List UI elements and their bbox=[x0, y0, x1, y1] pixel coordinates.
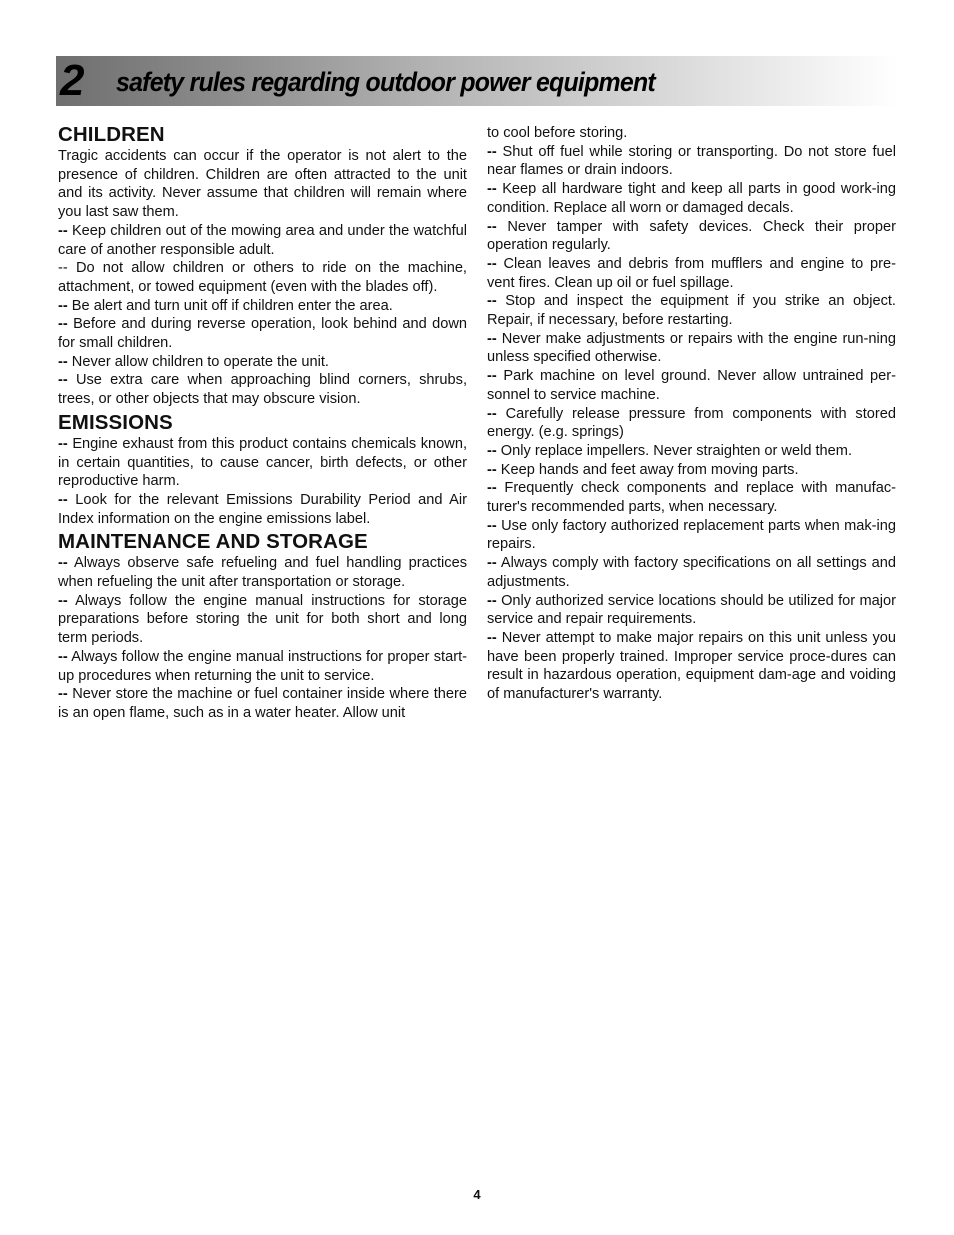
list-item: -- Park machine on level ground. Never allow untrained per-sonnel to service machine. bbox=[487, 368, 897, 403]
list-item: -- Never make adjustments or repairs with the engine run-ning unless specified otherwise. bbox=[487, 330, 896, 366]
bullet-dash: -- bbox=[487, 629, 497, 646]
children-intro: Tragic accidents can occur if the operator is not alert to the presence of children. Children are often attracted to the unit and its activity. Never assume that children will remain where you last saw them. bbox=[58, 148, 467, 221]
bullet-dash: -- bbox=[487, 181, 497, 198]
heading-maintenance: MAINTENANCE AND STORAGE bbox=[58, 530, 368, 554]
right-column bbox=[487, 124, 896, 704]
list-item: -- Carefully release pressure from components with stored energy. (e.g. springs) bbox=[487, 405, 896, 441]
bullet-dash: -- bbox=[58, 491, 68, 508]
bullet-dash: -- bbox=[487, 480, 497, 497]
list-item: -- Always follow the engine manual instructions for proper start-up procedures when returning the unit to service. bbox=[58, 648, 468, 684]
list-item: -- Before and during reverse operation, look behind and down for small children. bbox=[58, 316, 467, 352]
bullet-dash: -- bbox=[58, 297, 68, 314]
list-item: -- Be alert and turn unit off if children enter the area. bbox=[58, 297, 393, 314]
list-item: -- Use extra care when approaching blind corners, shrubs, trees, or other objects that may obscure vision. bbox=[58, 372, 467, 408]
list-item: -- Keep hands and feet away from moving parts. bbox=[487, 461, 799, 478]
list-item: -- Keep children out of the mowing area and under the watchful care of another responsible adult. bbox=[58, 222, 467, 258]
list-item: -- Use only factory authorized replacement parts when mak-ing repairs. bbox=[487, 517, 896, 553]
bullet-dash: -- bbox=[58, 353, 68, 370]
chapter-number: 2 bbox=[60, 56, 84, 105]
list-item: -- Always follow the engine manual instructions for storage preparations before storing the unit for both short and long term periods. bbox=[58, 592, 467, 647]
list-item: -- Only authorized service locations should be utilized for major service and repair requirements. bbox=[487, 592, 896, 628]
chapter-title: safety rules regarding outdoor power equipment bbox=[116, 67, 655, 97]
list-item: -- Always observe safe refueling and fuel handling practices when refueling the unit after transportation or storage. bbox=[58, 555, 467, 591]
bullet-dash: -- bbox=[58, 648, 68, 665]
bullet-dash: -- bbox=[487, 555, 497, 572]
bullet-dash: -- bbox=[58, 372, 68, 389]
bullet-dash: -- bbox=[58, 592, 68, 609]
bullet-dash: -- bbox=[58, 316, 68, 333]
bullet-dash: -- bbox=[487, 218, 497, 235]
left-column bbox=[58, 123, 467, 723]
list-item: -- Stop and inspect the equipment if you strike an object. Repair, if necessary, before restarting. bbox=[487, 293, 896, 329]
bullet-dash: -- bbox=[487, 143, 497, 160]
list-item: -- Look for the relevant Emissions Durability Period and Air Index information on the engine emissions label. bbox=[58, 491, 467, 527]
bullet-dash: -- bbox=[58, 260, 68, 277]
list-item: -- Shut off fuel while storing or transporting. Do not store fuel near flames or drain indoors. bbox=[487, 143, 896, 179]
list-item: -- Clean leaves and debris from mufflers and engine to pre-vent fires. Clean up oil or fuel spillage. bbox=[487, 255, 896, 291]
list-item: -- Always comply with factory specifications on all settings and adjustments. bbox=[487, 555, 896, 590]
bullet-dash: -- bbox=[487, 293, 497, 310]
list-item: -- Only replace impellers. Never straighten or weld them. bbox=[487, 442, 853, 459]
list-item: -- Keep all hardware tight and keep all parts in good work-ing condition. Replace all worn or damaged decals. bbox=[487, 181, 896, 216]
bullet-dash: -- bbox=[487, 330, 497, 347]
bullet-dash: -- bbox=[487, 405, 497, 422]
list-item: -- Never allow children to operate the unit. bbox=[58, 353, 329, 370]
bullet-dash: -- bbox=[487, 517, 497, 534]
list-item: -- Frequently check components and replace with manufac-turer's recommended parts, when necessary. bbox=[487, 480, 896, 516]
page-number: 4 bbox=[473, 1187, 481, 1202]
list-item: -- Never tamper with safety devices. Check their proper operation regularly. bbox=[487, 218, 896, 254]
bullet-dash: -- bbox=[487, 255, 497, 272]
bullet-dash: -- bbox=[487, 461, 497, 478]
heading-emissions: EMISSIONS bbox=[58, 410, 173, 434]
bullet-dash: -- bbox=[487, 368, 497, 385]
bullet-dash: -- bbox=[487, 592, 497, 609]
bullet-dash: -- bbox=[58, 686, 68, 703]
list-item: -- Engine exhaust from this product contains chemicals known, in certain quantities, to cause cancer, birth defects, or other reproductive harm. bbox=[58, 435, 467, 490]
bullet-dash: -- bbox=[58, 435, 68, 452]
bullet-dash: -- bbox=[58, 555, 68, 572]
heading-children: CHILDREN bbox=[58, 123, 165, 146]
bullet-dash: -- bbox=[58, 222, 68, 239]
list-item: -- Do not allow children or others to ride on the machine, attachment, or towed equipment (even with the blades off). bbox=[58, 260, 467, 295]
list-item: -- Never attempt to make major repairs on this unit unless you have been properly trained. Improper service proce-dures can result in hazardous operation, equipment dam-age and voiding of manufacturer's warranty. bbox=[487, 629, 896, 703]
chapter-banner bbox=[56, 56, 898, 106]
list-item: -- Never store the machine or fuel container inside where there is an open flame, such as in a water heater. Allow unit bbox=[58, 686, 467, 721]
bullet-dash: -- bbox=[487, 442, 497, 459]
list-item-continued: to cool before storing. bbox=[487, 125, 628, 141]
